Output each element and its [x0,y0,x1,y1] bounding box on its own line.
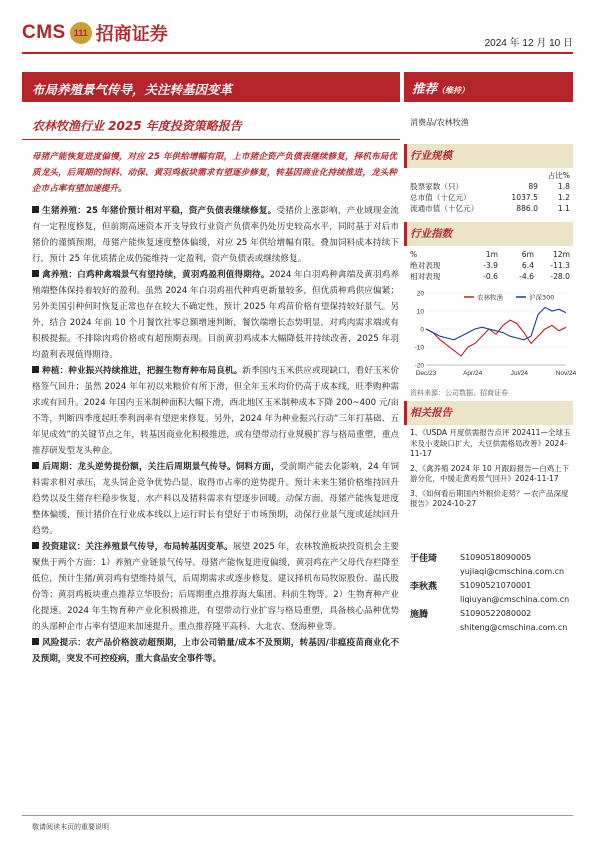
logo-badge-icon: 111 [70,22,92,44]
legend-label: 沪深300 [529,293,555,302]
bullet-square-icon [32,206,39,213]
analyst-name: 于佳琦 [410,553,438,564]
analyst-name: 李秋燕 [410,581,438,592]
y-tick-label: 10 [416,308,424,316]
section-body: 受猪价上涨影响，产业域现金流有一定程度修复，但前期高速资本开支导致行业资产负债率仍处历史较高水平，同时基于对后市猪价的谨慎预期，母猪产能恢复速度整体偏缓，对应 25 年供给增幅有限。叠加饲料成本持续下行，预计 25 年优质猪企成仍能维持一定盈利，资产负债表或继续修复。 [32,206,399,264]
banner-headline: 布局养殖景气传导，关注转基因变革 [22,72,400,102]
x-tick-label: Apr/24 [463,370,483,377]
analyst-name: 施腾 [410,609,429,620]
sector-label: 消费品/农林牧渔 [410,118,469,127]
rating-banner [404,72,573,102]
section-investment [32,539,399,635]
industry-scale-table [410,170,570,214]
section-poultry [32,267,399,363]
section-head: 后周期：龙头逆势提份额，关注后周期景气传导。饲料方面， [42,462,280,472]
section-body: 2024 年白羽鸡种禽端及黄羽鸡养殖端整体保持着较好的盈利。虽然 2024 年白羽鸡祖代种鸡更新量较多，但优质种鸡供应偏紧；另外美国引种何时恢复正常也存在较大不确定性，预计 2025 年鸡苗价格有望保持较好景气。另外，结合 2024 年前 10 个月餐饮社零总额增速判断，餐饮端增长态势明显，对鸡肉需求端或有积极提振。不排除肉鸡价格或有超预期表现。目前黄羽鸡成本大幅降低并持续改善，2025 年羽均盈利表现值得期待。 [32,270,399,360]
x-tick-label: Dec/23 [415,370,437,377]
chart-source: 资料来源：公司数据、招商证券 [410,389,508,397]
footer-note: 敬请阅读末页的重要说明 [32,823,109,831]
main-body [32,203,399,667]
index-chart-svg [406,285,577,385]
rating-label: 推荐 [412,81,438,96]
bullet-square-icon [32,542,39,549]
section-head: 生猪养殖：25 年猪价预计相对平稳，资产负债表继续修复。 [42,206,277,216]
industry-scale-heading: 行业规模 [404,144,573,168]
rating-maintain: （维持） [437,86,470,95]
analyst-id: S1090521070001 [460,580,532,590]
bullet-square-icon [32,366,39,373]
bullet-square-icon [32,462,39,469]
section-head: 风险提示：农产品价格波动超预期，上市公司销量/成本不及预期，转基因/非瘟疫苗商业化不及预期，突发不可控疫病，重大食品安全事件等。 [32,638,399,664]
section-head: 投资建议：关注养殖景气传导，布局转基因变革。 [42,542,233,552]
section-body: 展望 2025 年，农林牧渔板块投资机会主要聚焦于两个方面：1）养殖产业链景气传导。母猪产能恢复进度偏缓，黄羽鸡在产父母代存栏降至低位，预计生猪/黄羽鸡有望维持景气，后周期需求或逐步修复。建议择机布局牧原股份、温氏股份等；黄羽鸡板块重点推荐立华股份；后周期重点推荐海大集团、科前生物等。2）生物育种产业化提速。2024 年生物育种产业化积极推进，有望带动行业扩容与格局重塑，具备核心品种优势的头部种企市占率有望迎来加速提升，重点推荐隆平高科、大北农、登海种业等。 [32,542,399,632]
section-body: 新季国内玉米供应或现缺口，看好玉米价格签气回升；虽然 2024 年年初以来粮价有所下滑，但全年玉米均价仍高于成本线，旺季购种需求或有回升。2024 年国内玉米制种面积大幅下滑，西北地区玉米制种成本下降 200~400 元/亩不等，判断四季度起旺季利润率有望逆来修复。另外，2024 年为种业振兴行动“三年打基础、五年见成效”的关键节点之年，转基因商业化积极推进，或有望带动行业规模扩容与格局重塑，重点推荐研发型龙头种企。 [32,366,399,456]
related-report-link[interactable]: 3、《如何看后期国内外粮价走势？—农产品深度报告》2024-10-27 [410,488,569,508]
x-tick-label: Jul/24 [510,370,529,377]
table-row: 股票家数（只） 89 1.8 [410,182,570,191]
section-pig [32,203,399,267]
logo-cn: 招商证券 [95,24,168,45]
table-row: 相对表现 -0.6 -4.6 -28.0 [410,272,570,281]
footer-rule [22,815,573,816]
analyst-email[interactable]: shiteng@cmschina.com.cn [460,622,568,632]
section-head: 种植：种业振兴持续推进，把握生物育种布局良机。 [42,366,243,376]
x-tick-label: Nov/24 [555,370,577,377]
logo-en: CMS [22,22,66,43]
y-tick-label: -10 [414,344,424,352]
y-tick-label: -20 [414,362,424,370]
bullet-square-icon [32,270,39,277]
report-title: 农林牧渔行业 2025 年度投资策略报告 [32,119,242,133]
analyst-block [410,550,572,634]
industry-index-heading: 行业指数 [404,222,573,246]
related-reports-heading: 相关报告 [404,401,573,425]
report-date: 2024 年 12 月 10 日 [484,38,573,49]
table-header-row: % 1m 6m 12m [410,250,570,259]
section-head: 禽养殖：白鸡种禽端景气有望持续，黄羽鸡盈利值得期待。 [42,270,270,280]
header-rule [22,52,573,54]
analyst-id: S1090518090005 [460,552,532,562]
table-row: 绝对表现 -3.9 6.4 -11.3 [410,261,570,270]
table-row: 流通市值（十亿元） 886.0 1.1 [410,204,570,213]
company-logo [22,20,168,46]
industry-index-table [410,249,570,282]
title-rule [22,139,400,140]
analyst-id: S1090522080002 [460,608,532,618]
index-chart [406,285,577,385]
intro-summary: 母猪产能恢复进度偏慢，对应 25 年供给增幅有限，上市猪企资产负债表继续修复，择机布局优质龙头，后周期的饲料、动保、黄羽鸡板块需求有望逐步修复，转基因商业化持续推进，龙头种企市占率有望加速提升。 [32,152,397,194]
analyst-email[interactable]: yujiaqi@cmschina.com.cn [460,566,565,576]
table-row: 总市值（十亿元） 1037.5 1.2 [410,193,570,202]
related-reports-list [410,428,572,514]
section-risk [32,635,399,667]
section-postcycle [32,459,399,539]
table-header-row: 占比% [547,171,570,180]
y-tick-label: 20 [416,290,424,298]
legend-label: 农林牧渔 [477,293,503,302]
bullet-square-icon [32,638,39,645]
section-planting [32,363,399,459]
related-report-link[interactable]: 1、《USDA 月度供需报告点评 202411—全球玉米及小麦缺口扩大，大豆供需格局改善》2024-11-17 [410,428,571,458]
related-report-link[interactable]: 2、《禽养殖 2024 年 10 月跟踪报告—白鸡上下游分化，中缓走黄鸡景气回升》2024-11-17 [410,463,570,483]
y-tick-label: 0 [420,326,424,334]
analyst-email[interactable]: liqiuyan@cmschina.com.cn [460,594,570,604]
section-body: 受前期产能去化影响，24 年饲料需求相对承压，龙头饲企竞争优势凸显、取得市占率的逆势提升。预计未来生猪价格维持回升趋势以及生猪存栏稳步恢复，水产料以及猪料需求有望逐步回暖。动保方面，母猪产能恢复进度整体偏缓，预计猪价在行业成本线以上运行时长有望好于市场预期，动保行业景气度或延续回升趋势。 [32,462,399,536]
